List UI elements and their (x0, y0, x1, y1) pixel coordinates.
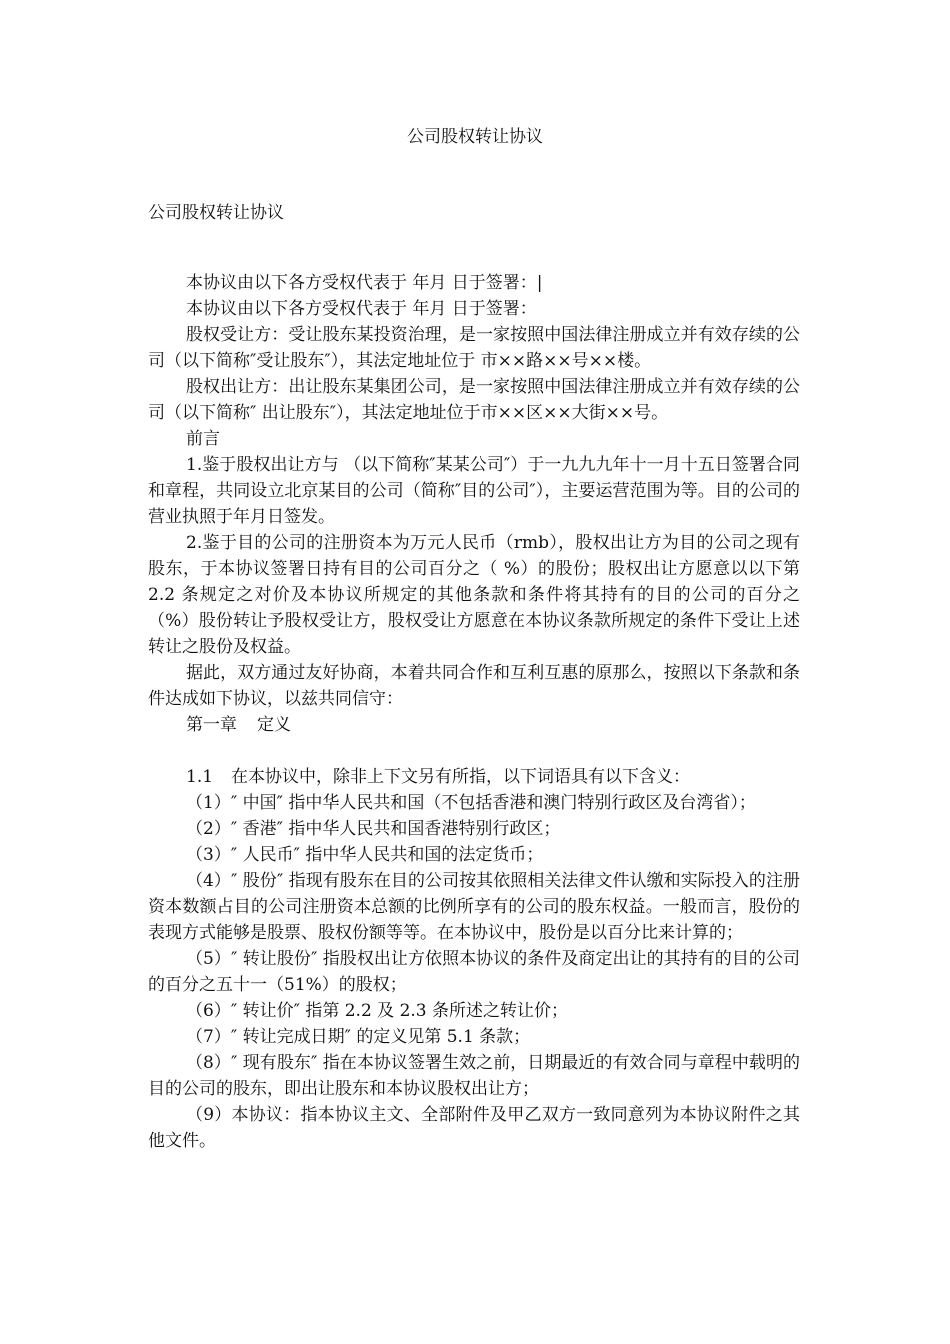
definition-item: （8）″ 现有股东″ 指在本协议签署生效之前，日期最近的有效合同与章程中载明的目的公司的股东，即出让股东和本协议股权出让方； (148, 1053, 800, 1099)
definition-item: （2）″ 香港″ 指中华人民共和国香港特别行政区； (186, 819, 561, 839)
definition-item: （6）″ 转让价″ 指第 2.2 及 2.3 条所述之转让价； (186, 1001, 569, 1021)
chapter-label: 第一章 (186, 715, 237, 735)
preamble-item: 1.鉴于股权出让方与 （以下简称″某某公司″）于一九九九年十一月十五日签署合同和章程，共同设立北京某目的公司（简称″目的公司″），主要运营范围为等。目的公司的营业执照于年月日签发。 (148, 455, 800, 527)
definition-item: （3）″ 人民币″ 指中华人民共和国的法定货币； (186, 845, 544, 865)
preamble-item: 2.鉴于目的公司的注册资本为万元人民币（rmb），股权出让方为目的公司之现有股东，于本协议签署日持有目的公司百分之（ %）的股份；股权出让方愿意以以下第 2.2 条规定之对价及本协议所规定的其他条款和条件将其持有的目的公司的百分之 （%）股份转让予股权受让方，股权受让方愿意在本协议条款所规定的条件下受让上述转让之股份及权益。 (148, 533, 800, 657)
document-body (148, 270, 800, 1154)
definition-item: （9）本协议：指本协议主文、全部附件及甲乙双方一致同意列为本协议附件之其他文件。 (148, 1105, 800, 1151)
chapter-heading (148, 712, 800, 738)
definition-item: （5）″ 转让股份″ 指股权出让方依照本协议的条件及商定出让的其持有的目的公司的百分之五十一（51%）的股权； (148, 949, 800, 995)
definition-item: （4）″ 股份″ 指现有股东在目的公司按其依照相关法律文件认缴和实际投入的注册资本数额占目的公司注册资本总额的比例所享有的公司的股东权益。一般而言，股份的表现方式能够是股票、股权份额等等。在本协议中，股份是以百分比来计算的； (148, 871, 800, 943)
document-subtitle: 公司股权转让协议 (148, 203, 284, 223)
transferor-paragraph: 股权出让方：出让股东某集团公司，是一家按照中国法律注册成立并有效存续的公司（以下简称″ 出让股东″），其法定地址位于市××区××大街××号。 (148, 377, 800, 423)
definition-item: （7）″ 转让完成日期″ 的定义见第 5.1 条款； (186, 1027, 531, 1047)
preamble-heading: 前言 (186, 429, 220, 449)
agreement-paragraph: 据此，双方通过友好协商，本着共同合作和互利互惠的原那么，按照以下条款和条件达成如下协议，以兹共同信守： (148, 663, 800, 709)
signing-line: 本协议由以下各方受权代表于 年月 日于签署：| (186, 273, 543, 293)
clause-text: 在本协议中，除非上下文另有所指，以下词语具有以下含义： (231, 767, 691, 787)
definition-item: （1）″ 中国″ 指中华人民共和国（不包括香港和澳门特别行政区及台湾省）； (186, 793, 756, 813)
chapter-name: 定义 (257, 715, 291, 735)
clause-number: 1.1 (186, 767, 214, 787)
transferee-paragraph: 股权受让方：受让股东某投资治理，是一家按照中国法律注册成立并有效存续的公司（以下简称″受让股东″），其法定地址位于 市××路××号××楼。 (148, 325, 800, 371)
signing-line: 本协议由以下各方受权代表于 年月 日于签署： (186, 299, 537, 319)
clause-1-1 (148, 764, 800, 790)
document-title: 公司股权转让协议 (407, 127, 543, 147)
